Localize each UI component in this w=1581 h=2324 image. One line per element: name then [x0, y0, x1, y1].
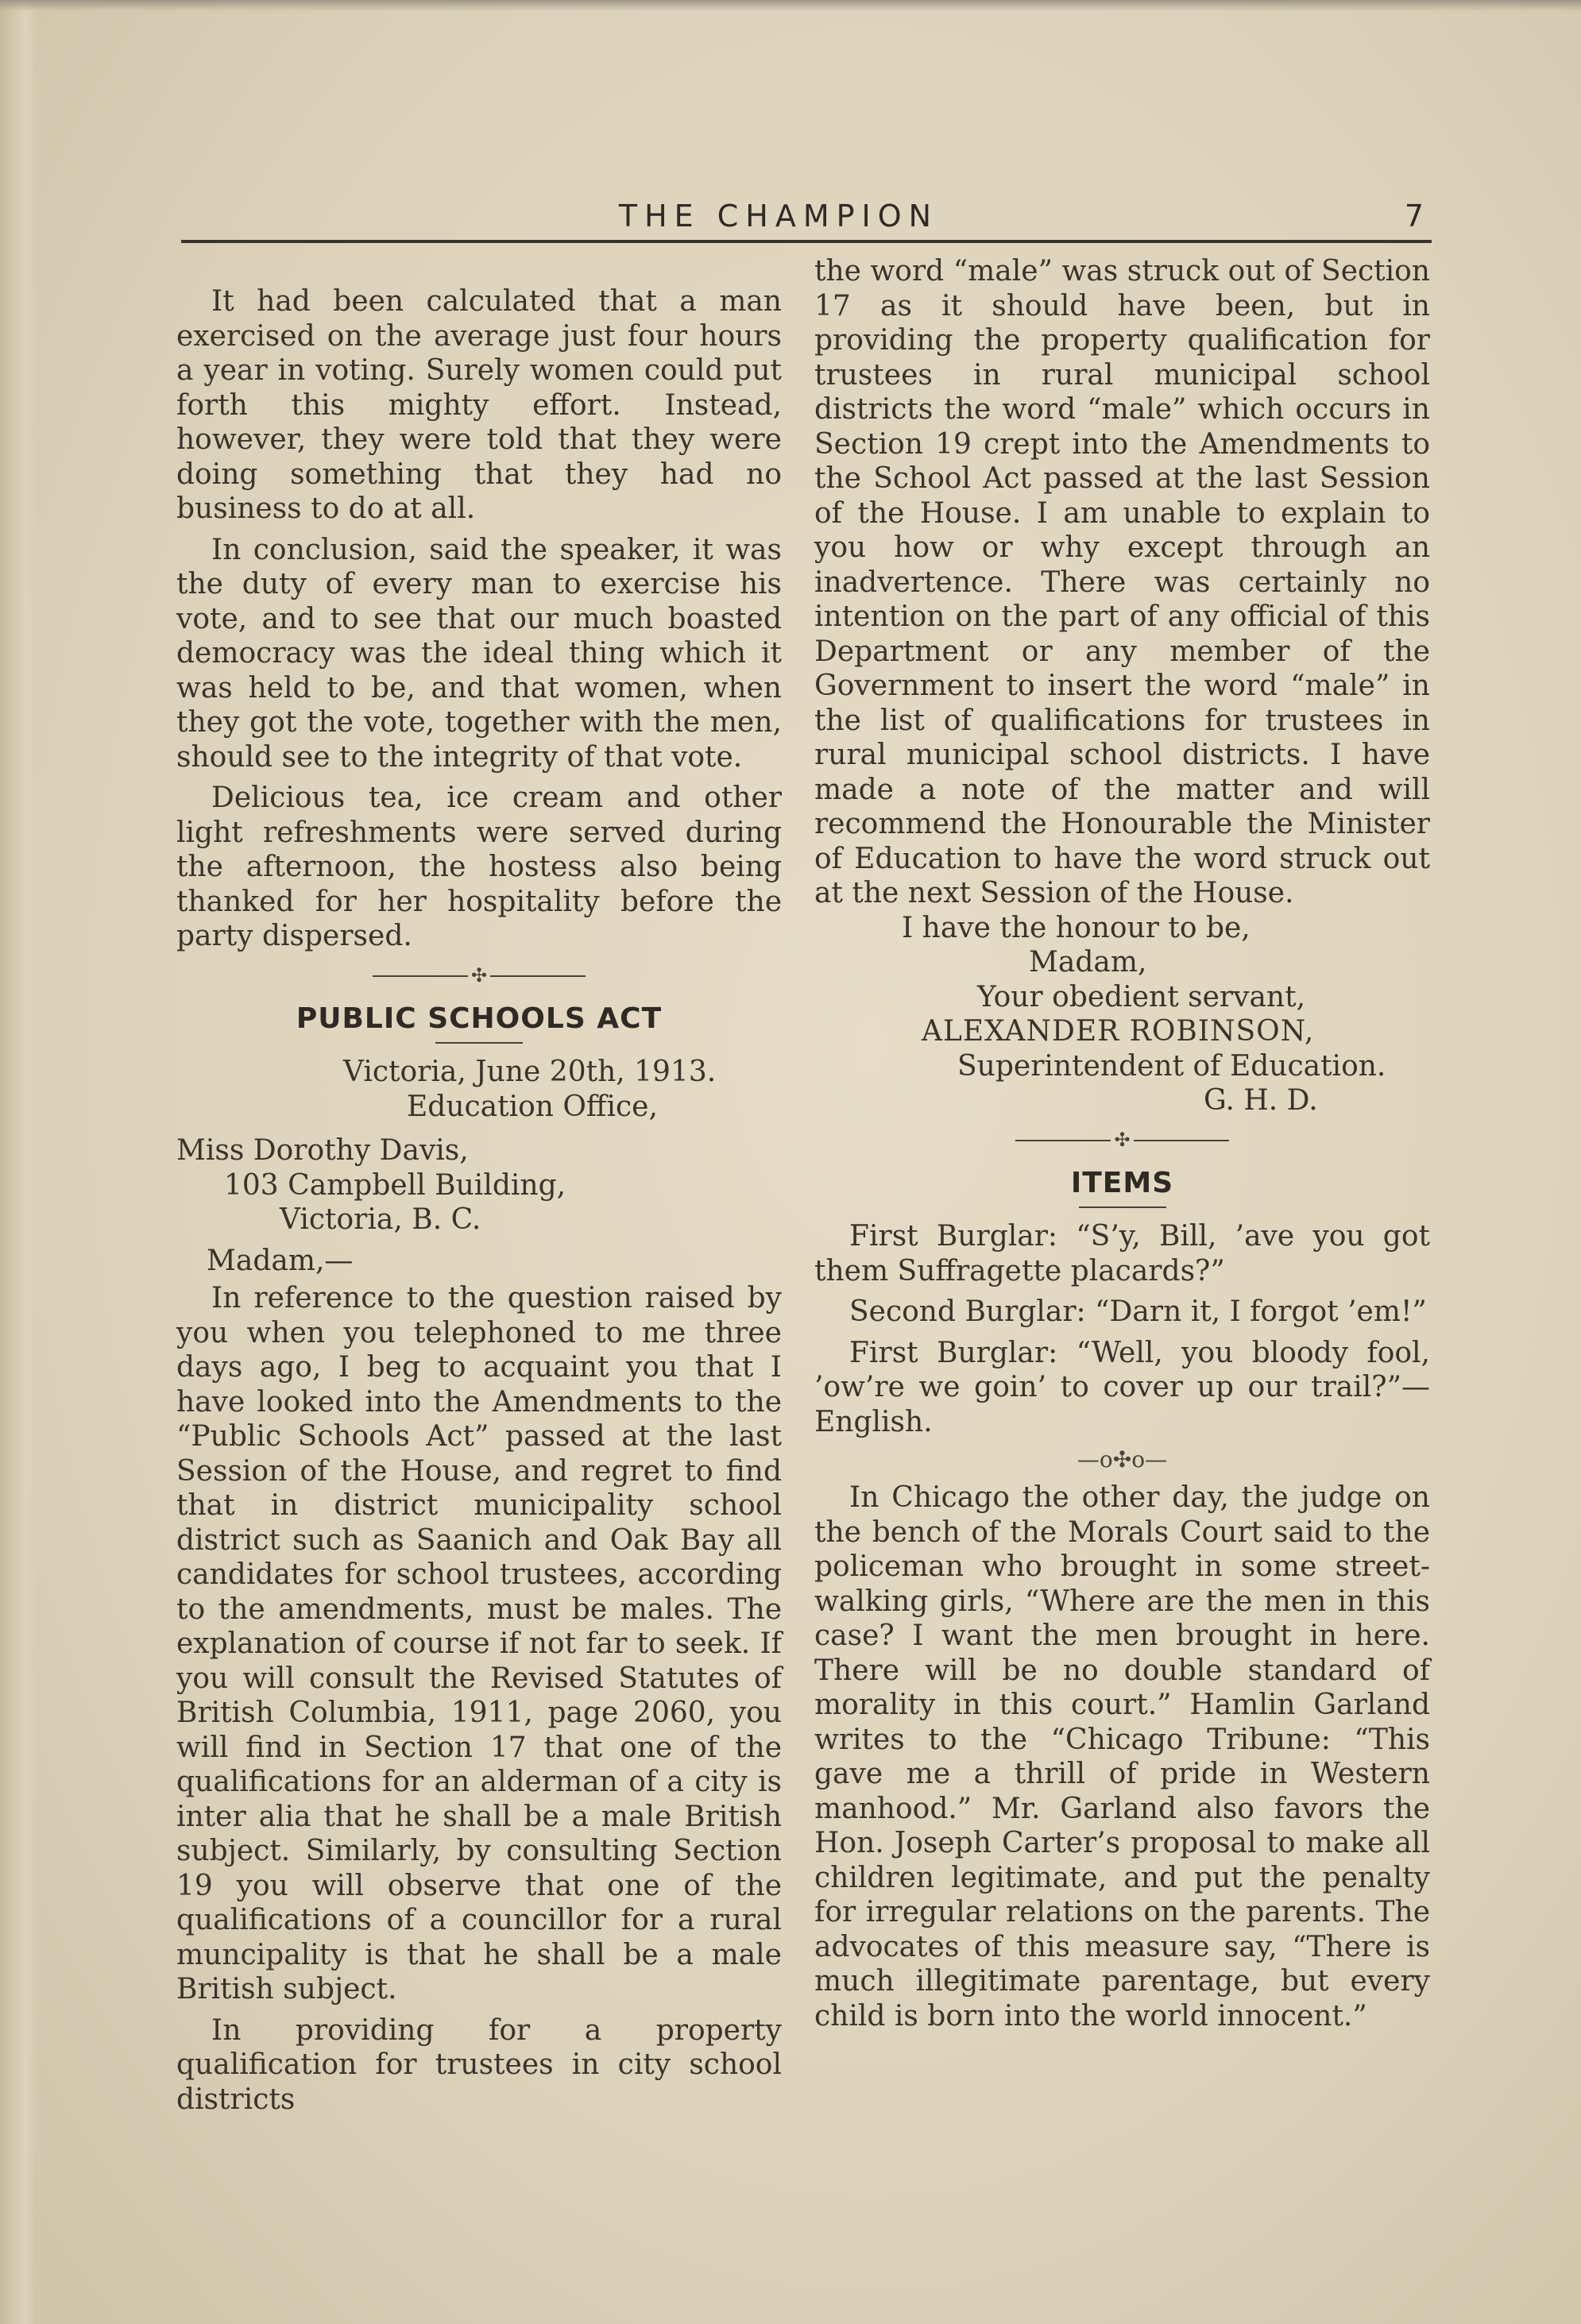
mini-divider: —o✣o—	[1077, 1446, 1168, 1473]
item-paragraph: First Burglar: “Well, you bloody fool, ’ow’re we goin’ to cover up our trail?”—English.	[814, 1336, 1430, 1438]
letter-addressee: Miss Dorothy Davis,	[176, 1134, 469, 1167]
page-number: 7	[1404, 199, 1424, 234]
title-rule	[1079, 1206, 1166, 1208]
letter-initials: G. H. D.	[1204, 1084, 1318, 1117]
publication-title: THE CHAMPION	[618, 199, 939, 234]
letter-signature-title: Superintendent of Education.	[957, 1049, 1386, 1083]
letter-office: Education Office,	[407, 1090, 658, 1123]
right-column	[814, 254, 1430, 2033]
title-rule	[435, 1042, 523, 1044]
left-column	[176, 254, 782, 2117]
section-title: PUBLIC SCHOOLS ACT	[296, 1002, 663, 1035]
letter-continuation: the word “male” was struck out of Section 17 as it should have been, but in providing the property qualification for trustees in rural municipal school districts the word “male” which occurs in Section 19 crept into the Amendments to the School Act passed at the last Session of the House. I am unable to explain to you how or why except through an inadvertence. There was certainly no intention on the part of any official of this Department or any member of the Government to insert the word “male” in the list of qualifications for trustees in rural municipal school districts. I have made a note of the matter and will recommend the Honourable the Minister of Education to have the word struck out at the next Session of the House.	[814, 255, 1430, 909]
article-paragraph: It had been calculated that a man exercised on the average just four hours a year in voting. Surely women could put forth this mighty effort. Instead, however, they were told that they were doing something that they had no business to do at all.	[176, 285, 782, 525]
letter-closing: I have the honour to be,	[902, 911, 1250, 944]
letter-closing: Your obedient servant,	[977, 980, 1306, 1013]
ornament-icon: ✣	[1114, 1128, 1131, 1151]
header-rule	[181, 240, 1432, 243]
article-paragraph: In conclusion, said the speaker, it was the duty of every man to exercise his vote, and to see that our much boasted democracy was the ideal thing which it was held to be, and that women, when they got the vote, together with the men, should see to the integrity of that vote.	[176, 533, 782, 774]
letter-paragraph: In reference to the question raised by you when you telephoned to me three days ago, I beg to acquaint you that I have looked into the Amendments to the “Public Schools Act” passed at the last Session of the House, and regret to find that in district municipality school district such as Saanich and Oak Bay all candidates for school trustees, according to the amendments, must be males. The explanation of course if not far to seek. If you will consult the Revised Statutes of British Columbia, 1911, page 2060, you will find in Section 17 that one of the qualifications for an alderman of a city is inter alia that he shall be a male British subject. Similarly, by consulting Section 19 you will observe that one of the qualifications of a councillor for a rural muncipality is that he shall be a male British subject.	[176, 1282, 782, 2006]
letter-closing: Madam,	[1029, 946, 1147, 979]
page-binding-edge	[0, 0, 37, 2324]
article-paragraph: Delicious tea, ice cream and other light refreshments were served during the afternoon, the hostess also being thanked for her hospitality before the party dispersed.	[176, 782, 782, 952]
section-divider	[176, 954, 782, 998]
letter-signature: ALEXANDER ROBINSON,	[922, 1015, 1315, 1048]
letter-address-line: Victoria, B. C.	[280, 1203, 481, 1236]
items-title: ITEMS	[1070, 1166, 1174, 1199]
ornament-icon: ✣	[470, 963, 488, 986]
letter-dateline: Victoria, June 20th, 1913.	[343, 1056, 717, 1088]
item-paragraph: Second Burglar: “Darn it, I forgot ’em!”	[849, 1295, 1427, 1328]
letter-paragraph: In providing for a property qualification for trustees in city school districts	[176, 2013, 782, 2116]
letter-salutation: Madam,—	[207, 1244, 354, 1277]
letter-address-line: 103 Campbell Building,	[224, 1168, 566, 1202]
page-top-edge	[0, 0, 1581, 11]
section-divider	[814, 1118, 1430, 1163]
item-paragraph: First Burglar: “S’y, Bill, ’ave you got them Suffragette placards?”	[814, 1220, 1430, 1287]
item-paragraph: In Chicago the other day, the judge on the bench of the Morals Court said to the policeman who brought in some street-walking girls, “Where are the men in this case? I want the men brought in here. There will be no double standard of morality in this court.” Hamlin Garland writes to the “Chicago Tribune: “This gave me a thrill of pride in Western manhood.” Mr. Garland also favors the Hon. Joseph Carter’s proposal to make all children legitimate, and put the penalty for irregular relations on the parents. The advocates of this measure say, “There is much illegitimate parentage, but every child is born into the world innocent.”	[814, 1481, 1430, 2033]
